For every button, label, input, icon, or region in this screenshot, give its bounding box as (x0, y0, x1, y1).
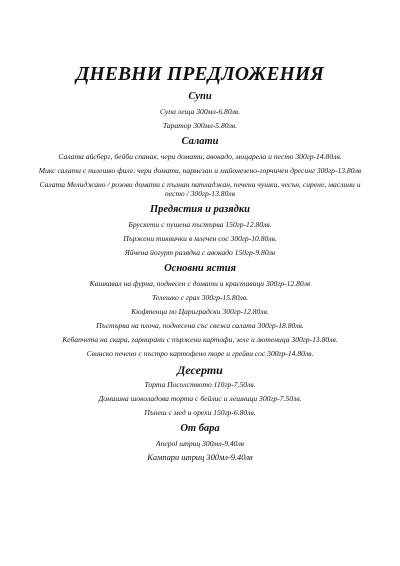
section-title-bar: От бара (180, 423, 220, 434)
menu-item: Домашна шоколадова торта с бейлис и лешници 300гр-7.50лв. (98, 394, 302, 403)
menu-item: Пъстърва на плоча, поднесена със свежа салата 300гр-18.80лв. (96, 321, 304, 330)
section-title-salads: Салати (181, 136, 219, 147)
section-soups (28, 90, 372, 130)
menu-item: Салата айсберг, бейби спанак, черu домати, авокадо, моцарела и песто 300гр-14.80лв. (58, 152, 342, 161)
menu-item: Торта Посолството 110гр-7.50лв. (144, 380, 256, 389)
menu-item: Пъпеш с мед и орехи 150гр-6.80лв. (144, 408, 256, 417)
menu-item: Пържени тиквички в млечен сос 300гр-10.80лв. (123, 234, 277, 243)
menu-item: Кюфтенца по Цариградски 300гр-12.80лв. (131, 307, 269, 316)
section-desserts (28, 363, 372, 417)
menu-item: Супа леща 300мл-6.80лв. (159, 107, 241, 116)
section-title-starters: Предястия и разядки (150, 204, 250, 215)
section-mains (28, 262, 372, 358)
section-title-soups: Супи (188, 91, 212, 102)
menu-item: Телешко с грах 300гр-15.80лв. (151, 293, 249, 302)
section-starters (28, 203, 372, 257)
section-salads (28, 135, 372, 198)
menu-item: Яйчена йогурт разядка с авокадо 150гр-9.80лв (124, 248, 276, 257)
menu-title: ДНЕВНИ ПРЕДЛОЖЕНИЯ (75, 64, 325, 85)
menu-item: Кашкавал на фурна, поднесен с домати и краставици 300гр-12.80лв (89, 279, 311, 288)
menu-item: Апероl шприц 300мл-9.40лв (155, 439, 245, 448)
menu-item: Таратор 300мл-5.80лв. (162, 121, 238, 130)
section-title-desserts: Десерти (177, 363, 223, 377)
menu-item: Кебапчета на скара, гарнирани с пържени картофи, зеле и лютеница 300гр-13.80лв. (62, 335, 338, 344)
section-title-mains: Основни ястия (164, 263, 236, 274)
menu-item: Микс салати с пилешко филе, черu домати, пармезан и майонезено-горчичен дресинг 300гр-13.80лв (38, 166, 362, 175)
menu-item: Кампари шприц 300мл-9.40лв (147, 453, 253, 462)
menu-item: Салата Мелиджано / розови домати с пълнан патладжан, печени чушки, чесън, сирене, маслини и песто / 300гр-13.80лв (39, 180, 361, 198)
menu-item: Брускети с пушена пъстърва 150гр-12.80лв. (128, 220, 272, 229)
section-bar (28, 422, 372, 463)
menu-item: Свинско печено с пъстро картофено пюре и грейви сос 300гр-14.80лв. (86, 349, 314, 358)
